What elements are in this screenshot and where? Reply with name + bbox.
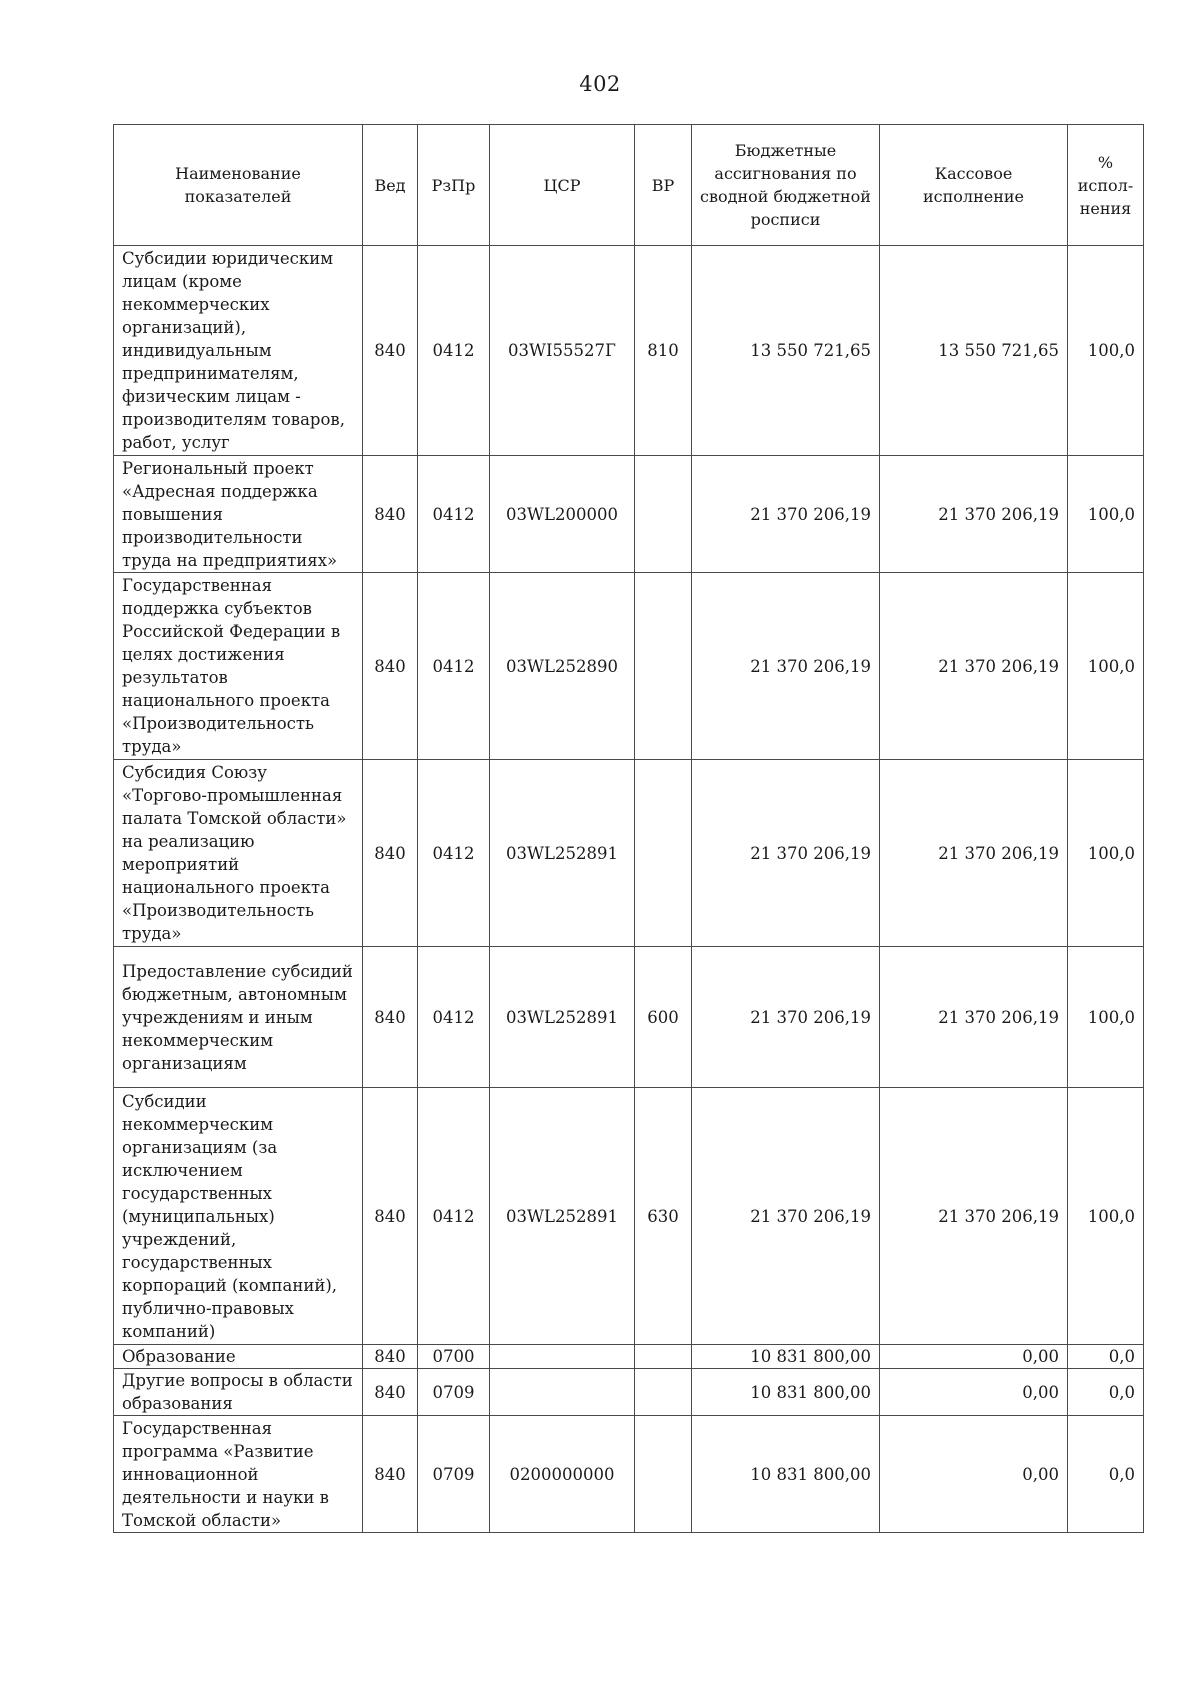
row-ved: 840 <box>363 246 418 456</box>
row-cash-execution: 21 370 206,19 <box>880 760 1068 947</box>
row-cash-execution: 21 370 206,19 <box>880 1088 1068 1345</box>
table-row <box>114 1345 1144 1369</box>
row-ved: 840 <box>363 1369 418 1416</box>
table-row <box>114 760 1144 947</box>
row-csr: 03WI55527Г <box>490 246 635 456</box>
table-row <box>114 1416 1144 1533</box>
row-assignments: 21 370 206,19 <box>692 573 880 760</box>
row-name: Другие вопросы в области образования <box>114 1369 363 1416</box>
row-name: Государственная программа «Развитие инновационной деятельности и науки в Томской области» <box>114 1416 363 1533</box>
table-row <box>114 573 1144 760</box>
header-ved: Вед <box>363 125 418 246</box>
table-row <box>114 947 1144 1088</box>
row-rzpr: 0709 <box>418 1369 490 1416</box>
row-percent-execution: 100,0 <box>1068 1088 1144 1345</box>
row-ved: 840 <box>363 1088 418 1345</box>
header-percent-execution: % испол-нения <box>1068 125 1144 246</box>
row-assignments: 21 370 206,19 <box>692 456 880 573</box>
header-rzpr: РзПр <box>418 125 490 246</box>
row-assignments: 10 831 800,00 <box>692 1345 880 1369</box>
row-csr: 03WL252890 <box>490 573 635 760</box>
row-name: Государственная поддержка субъектов Российской Федерации в целях достижения результатов национального проекта «Производительность труда» <box>114 573 363 760</box>
row-rzpr: 0700 <box>418 1345 490 1369</box>
row-rzpr: 0412 <box>418 760 490 947</box>
row-csr: 0200000000 <box>490 1416 635 1533</box>
header-csr: ЦСР <box>490 125 635 246</box>
row-vr <box>635 1369 692 1416</box>
row-cash-execution: 21 370 206,19 <box>880 456 1068 573</box>
row-assignments: 10 831 800,00 <box>692 1416 880 1533</box>
row-name: Образование <box>114 1345 363 1369</box>
row-ved: 840 <box>363 1345 418 1369</box>
header-assignments: Бюджетные ассигнования по сводной бюджетной росписи <box>692 125 880 246</box>
row-name: Субсидия Союзу «Торгово-промышленная палата Томской области» на реализацию мероприятий национального проекта «Производительность труда» <box>114 760 363 947</box>
row-rzpr: 0412 <box>418 947 490 1088</box>
table-row <box>114 246 1144 456</box>
row-name: Предоставление субсидий бюджетным, автономным учреждениям и иным некоммерческим организациям <box>114 947 363 1088</box>
row-vr <box>635 1416 692 1533</box>
row-rzpr: 0412 <box>418 573 490 760</box>
page-number: 402 <box>579 72 621 96</box>
row-percent-execution: 100,0 <box>1068 947 1144 1088</box>
row-assignments: 21 370 206,19 <box>692 1088 880 1345</box>
row-cash-execution: 21 370 206,19 <box>880 947 1068 1088</box>
table-row <box>114 1369 1144 1416</box>
row-ved: 840 <box>363 947 418 1088</box>
row-percent-execution: 100,0 <box>1068 760 1144 947</box>
row-cash-execution: 0,00 <box>880 1345 1068 1369</box>
row-name: Субсидии юридическим лицам (кроме некоммерческих организаций), индивидуальным предпринимателям, физическим лицам - производителям товаров, работ, услуг <box>114 246 363 456</box>
row-assignments: 21 370 206,19 <box>692 947 880 1088</box>
row-ved: 840 <box>363 456 418 573</box>
row-cash-execution: 0,00 <box>880 1369 1068 1416</box>
row-percent-execution: 0,0 <box>1068 1369 1144 1416</box>
row-assignments: 21 370 206,19 <box>692 760 880 947</box>
row-rzpr: 0709 <box>418 1416 490 1533</box>
budget-execution-table <box>113 124 1144 1533</box>
row-vr <box>635 760 692 947</box>
row-csr: 03WL252891 <box>490 760 635 947</box>
row-rzpr: 0412 <box>418 456 490 573</box>
row-cash-execution: 13 550 721,65 <box>880 246 1068 456</box>
table-row <box>114 456 1144 573</box>
row-rzpr: 0412 <box>418 246 490 456</box>
row-percent-execution: 0,0 <box>1068 1345 1144 1369</box>
row-ved: 840 <box>363 1416 418 1533</box>
row-vr: 810 <box>635 246 692 456</box>
row-cash-execution: 0,00 <box>880 1416 1068 1533</box>
row-csr: 03WL252891 <box>490 947 635 1088</box>
header-vr: ВР <box>635 125 692 246</box>
row-assignments: 13 550 721,65 <box>692 246 880 456</box>
row-name: Субсидии некоммерческим организациям (за исключением государственных (муниципальных) учреждений, государственных корпораций (компаний), публично-правовых компаний) <box>114 1088 363 1345</box>
row-percent-execution: 100,0 <box>1068 456 1144 573</box>
row-csr: 03WL252891 <box>490 1088 635 1345</box>
table-row <box>114 1088 1144 1345</box>
row-percent-execution: 0,0 <box>1068 1416 1144 1533</box>
row-assignments: 10 831 800,00 <box>692 1369 880 1416</box>
header-cash-execution: Кассовое исполнение <box>880 125 1068 246</box>
row-percent-execution: 100,0 <box>1068 573 1144 760</box>
row-vr: 630 <box>635 1088 692 1345</box>
row-vr: 600 <box>635 947 692 1088</box>
row-csr <box>490 1345 635 1369</box>
row-csr: 03WL200000 <box>490 456 635 573</box>
table-header-row <box>114 125 1144 246</box>
row-vr <box>635 573 692 760</box>
row-percent-execution: 100,0 <box>1068 246 1144 456</box>
row-cash-execution: 21 370 206,19 <box>880 573 1068 760</box>
row-name: Региональный проект «Адресная поддержка повышения производительности труда на предприятиях» <box>114 456 363 573</box>
row-ved: 840 <box>363 760 418 947</box>
row-csr <box>490 1369 635 1416</box>
row-ved: 840 <box>363 573 418 760</box>
row-vr <box>635 1345 692 1369</box>
row-vr <box>635 456 692 573</box>
row-rzpr: 0412 <box>418 1088 490 1345</box>
header-name: Наименование показателей <box>114 125 363 246</box>
